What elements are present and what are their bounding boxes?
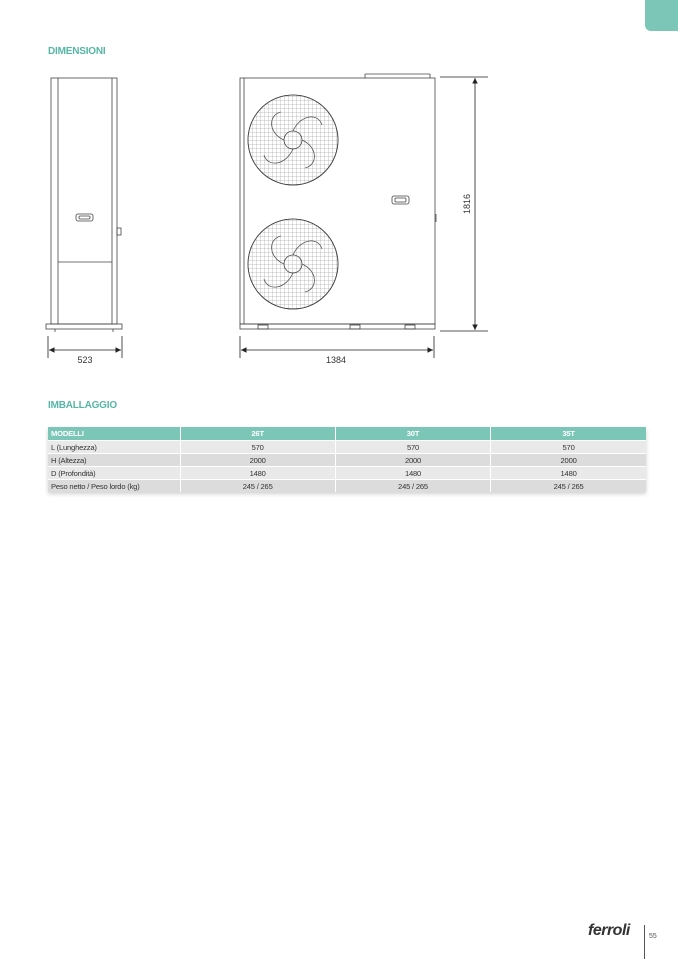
header-35t: 35T bbox=[491, 427, 646, 441]
dimension-drawing bbox=[0, 0, 678, 380]
table-cell: 1480 bbox=[180, 467, 335, 480]
table-cell: 2000 bbox=[335, 454, 490, 467]
side-view bbox=[46, 78, 122, 332]
table-cell: 1480 bbox=[491, 467, 646, 480]
packaging-table bbox=[48, 427, 646, 492]
front-length-label: 1384 bbox=[325, 355, 347, 365]
front-view bbox=[240, 74, 436, 329]
section-title-dimensioni: DIMENSIONI bbox=[48, 46, 106, 57]
footer-divider bbox=[644, 925, 645, 959]
page-number: 55 bbox=[649, 933, 657, 940]
ferroli-logo: ferroli bbox=[588, 922, 630, 939]
table-cell: 245 / 265 bbox=[180, 480, 335, 493]
header-modelli: MODELLI bbox=[48, 427, 180, 441]
row-label: D (Profondità) bbox=[48, 467, 180, 480]
table-cell: 2000 bbox=[491, 454, 646, 467]
table-cell: 570 bbox=[180, 441, 335, 454]
table-cell: 245 / 265 bbox=[335, 480, 490, 493]
table-row bbox=[48, 441, 646, 454]
table-cell: 570 bbox=[335, 441, 490, 454]
table-row bbox=[48, 454, 646, 467]
row-label: Peso netto / Peso lordo (kg) bbox=[48, 480, 180, 493]
row-label: H (Altezza) bbox=[48, 454, 180, 467]
section-title-imballaggio: IMBALLAGGIO bbox=[48, 400, 117, 411]
header-30t: 30T bbox=[335, 427, 490, 441]
table-cell: 245 / 265 bbox=[491, 480, 646, 493]
table-row bbox=[48, 480, 646, 493]
table-cell: 2000 bbox=[180, 454, 335, 467]
table-cell: 1480 bbox=[335, 467, 490, 480]
side-width-label: 523 bbox=[77, 355, 93, 365]
row-label: L (Lunghezza) bbox=[48, 441, 180, 454]
header-26t: 26T bbox=[180, 427, 335, 441]
height-label: 1816 bbox=[462, 193, 472, 215]
table-row bbox=[48, 467, 646, 480]
table-cell: 570 bbox=[491, 441, 646, 454]
table-header-row bbox=[48, 427, 646, 441]
